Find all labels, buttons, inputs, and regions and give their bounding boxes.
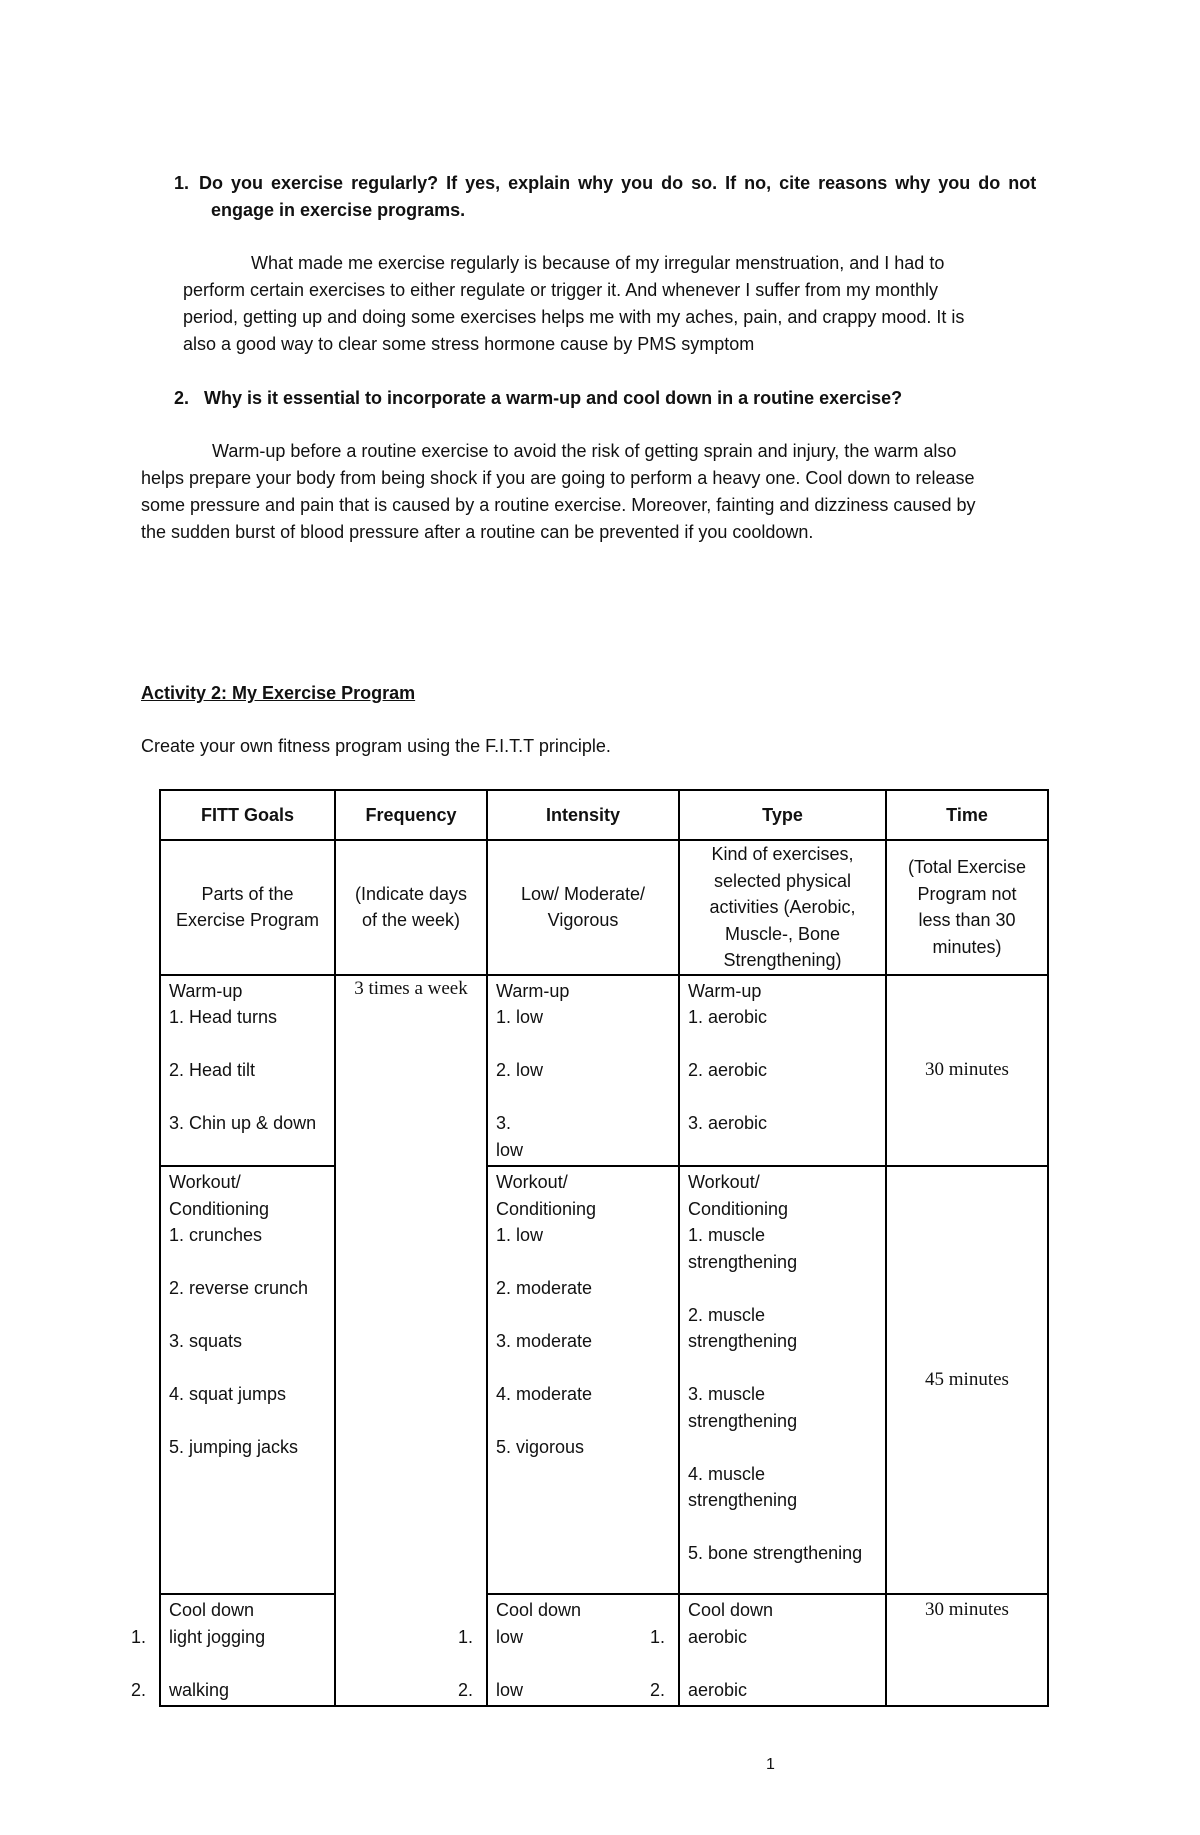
list-item: 5. jumping jacks	[169, 1437, 299, 1457]
subheader-line: Kind of exercises,	[711, 844, 854, 864]
cooldown-label: Cool down	[169, 1600, 255, 1620]
cooldown-intensity: low	[496, 1626, 524, 1647]
question-1-line2: engage in exercise programs.	[211, 200, 466, 220]
list-item: 2. moderate	[496, 1278, 593, 1298]
warmup-exercises-cell	[160, 975, 335, 1167]
frequency-cell	[335, 975, 487, 1707]
list-item: 1. aerobic	[688, 1007, 768, 1027]
header-frequency: Frequency	[335, 790, 487, 840]
subheader-total-time	[886, 840, 1048, 975]
list-item: 5. vigorous	[496, 1437, 585, 1457]
list-item: 2. Head tilt	[169, 1060, 256, 1080]
workout-intensity-cell	[487, 1166, 679, 1594]
list-marker: 2.	[131, 1679, 147, 1700]
warmup-intensity-cell	[487, 975, 679, 1167]
answer-1-line: period, getting up and doing some exercises helps me with my aches, pain, and crappy mood. It is	[183, 307, 965, 327]
question-1-line1: Do you exercise regularly? If yes, explain why you do so. If no, cite reasons why you do not	[199, 173, 1037, 193]
subheader-line: Vigorous	[547, 910, 619, 931]
list-item: 3. moderate	[496, 1331, 593, 1351]
workout-row	[160, 1166, 1048, 1594]
list-item	[458, 1677, 670, 1704]
list-item: 1. muscle	[688, 1225, 766, 1245]
cooldown-exercises-cell	[131, 1594, 335, 1706]
subheader-line: minutes)	[932, 936, 1002, 957]
list-item: 1. low	[496, 1225, 544, 1245]
subheader-line: (Total Exercise	[907, 857, 1027, 878]
list-marker: 1.	[650, 1626, 666, 1647]
list-item: 1. Head turns	[169, 1007, 278, 1027]
list-item	[650, 1624, 877, 1651]
subheader-days	[335, 840, 487, 975]
list-marker: 2.	[458, 1679, 474, 1700]
header-fitt-goals: FITT Goals	[160, 790, 335, 840]
cooldown-label: Cool down	[496, 1600, 582, 1620]
subheader-line: less than 30	[918, 910, 1016, 931]
workout-type-label: Conditioning	[688, 1198, 789, 1219]
header-time: Time	[886, 790, 1048, 840]
table-header-row	[160, 790, 1048, 840]
list-item: strengthening	[688, 1410, 798, 1431]
list-item	[131, 1624, 326, 1651]
answer-1	[183, 250, 1063, 358]
cooldown-type: aerobic	[688, 1626, 748, 1647]
list-item	[650, 1677, 877, 1704]
workout-time-cell	[886, 1166, 1048, 1594]
list-item: 4. squat jumps	[169, 1384, 287, 1404]
warmup-time: 30 minutes	[925, 1059, 1009, 1080]
warmup-label: Warm-up	[169, 980, 243, 1001]
list-item: 3.	[496, 1113, 512, 1133]
question-2-number: 2.	[174, 388, 190, 408]
cooldown-type-cell	[650, 1594, 886, 1706]
warmup-time-cell	[886, 975, 1048, 1167]
answer-2-line: Warm-up before a routine exercise to avoid the risk of getting sprain and injury, the warm also	[212, 441, 957, 461]
workout-type-label: Workout/	[688, 1172, 760, 1192]
list-marker: 2.	[650, 1679, 666, 1700]
subheader-line: Parts of the	[201, 883, 294, 904]
subheader-line: (Indicate days	[354, 883, 468, 904]
subheader-kind	[679, 840, 886, 975]
list-item: 2. reverse crunch	[169, 1278, 309, 1298]
table-subheader-row	[160, 840, 1048, 975]
list-item: 4. moderate	[496, 1384, 593, 1404]
cooldown-row	[160, 1594, 1048, 1706]
list-item	[131, 1677, 326, 1704]
subheader-parts	[160, 840, 335, 975]
list-item: 4. muscle	[688, 1463, 766, 1484]
answer-2	[141, 438, 1066, 546]
list-item	[458, 1624, 670, 1651]
warmup-type-cell	[679, 975, 886, 1167]
cooldown-time: 30 minutes	[925, 1599, 1009, 1620]
cooldown-exercise: light jogging	[169, 1626, 266, 1647]
subheader-line: Strengthening)	[723, 950, 842, 970]
subheader-line: Program not	[917, 883, 1017, 904]
workout-exercises-cell	[160, 1166, 335, 1594]
warmup-type-label: Warm-up	[688, 980, 762, 1001]
answer-2-line: helps prepare your body from being shock if you are going to perform a heavy one. Cool down to release	[141, 468, 975, 488]
subheader-line: of the week)	[361, 910, 461, 931]
list-item: low	[496, 1139, 524, 1160]
workout-intensity-label: Conditioning	[496, 1198, 597, 1219]
list-item: 3. aerobic	[688, 1113, 768, 1133]
list-item: 2. aerobic	[688, 1060, 768, 1080]
list-item: 2. muscle	[688, 1304, 766, 1325]
workout-intensity-label: Workout/	[496, 1172, 568, 1192]
workout-label: Workout/	[169, 1172, 241, 1192]
question-2-text: Why is it essential to incorporate a warm-up and cool down in a routine exercise?	[204, 388, 903, 408]
list-marker: 1.	[458, 1626, 474, 1647]
subheader-line: Exercise Program	[175, 910, 320, 931]
answer-1-line: perform certain exercises to either regulate or trigger it. And whenever I suffer from my monthly	[183, 280, 938, 300]
answer-1-line: What made me exercise regularly is because of my irregular menstruation, and I had to	[251, 253, 945, 273]
list-item: 1. crunches	[169, 1225, 263, 1245]
workout-label: Conditioning	[169, 1198, 270, 1219]
list-item: 3. Chin up & down	[169, 1113, 317, 1133]
fitt-table	[131, 789, 1049, 1707]
cooldown-label: Cool down	[688, 1600, 774, 1620]
header-type: Type	[679, 790, 886, 840]
subheader-line: Muscle-, Bone	[724, 923, 841, 944]
header-intensity: Intensity	[487, 790, 679, 840]
list-item: 5. bone strengthening	[688, 1543, 863, 1563]
cooldown-intensity: low	[496, 1679, 524, 1700]
list-item: strengthening	[688, 1490, 798, 1510]
list-item: 3. muscle	[688, 1384, 766, 1404]
list-item: 2. low	[496, 1060, 544, 1080]
warmup-intensity-label: Warm-up	[496, 980, 570, 1001]
cooldown-exercise: walking	[169, 1679, 230, 1700]
answer-2-line: some pressure and pain that is caused by a routine exercise. Moreover, fainting and dizziness caused by	[141, 495, 976, 515]
warmup-row	[160, 975, 1048, 1167]
list-item: strengthening	[688, 1251, 798, 1272]
list-item: 3. squats	[169, 1331, 243, 1351]
subheader-line: selected physical	[713, 870, 852, 891]
frequency-value: 3 times a week	[354, 977, 468, 999]
answer-1-line: also a good way to clear some stress hormone cause by PMS symptom	[183, 334, 755, 354]
cooldown-type: aerobic	[688, 1679, 748, 1700]
activity-title: Activity 2: My Exercise Program	[141, 683, 416, 703]
workout-time: 45 minutes	[925, 1368, 1009, 1390]
activity-instruction: Create your own fitness program using the F.I.T.T principle.	[141, 736, 611, 756]
question-1-number: 1.	[174, 173, 190, 193]
list-item: strengthening	[688, 1331, 798, 1351]
list-marker: 1.	[131, 1626, 147, 1647]
subheader-line: Low/ Moderate/	[520, 883, 646, 904]
subheader-line: activities (Aerobic,	[709, 897, 856, 917]
page-number: 1	[766, 1756, 775, 1773]
cooldown-time-cell	[886, 1594, 1048, 1706]
list-item: 1. low	[496, 1007, 544, 1027]
workout-type-cell	[679, 1166, 886, 1594]
subheader-intensity-levels	[487, 840, 679, 975]
answer-2-line: the sudden burst of blood pressure after a routine can be prevented if you cooldown.	[141, 522, 814, 542]
